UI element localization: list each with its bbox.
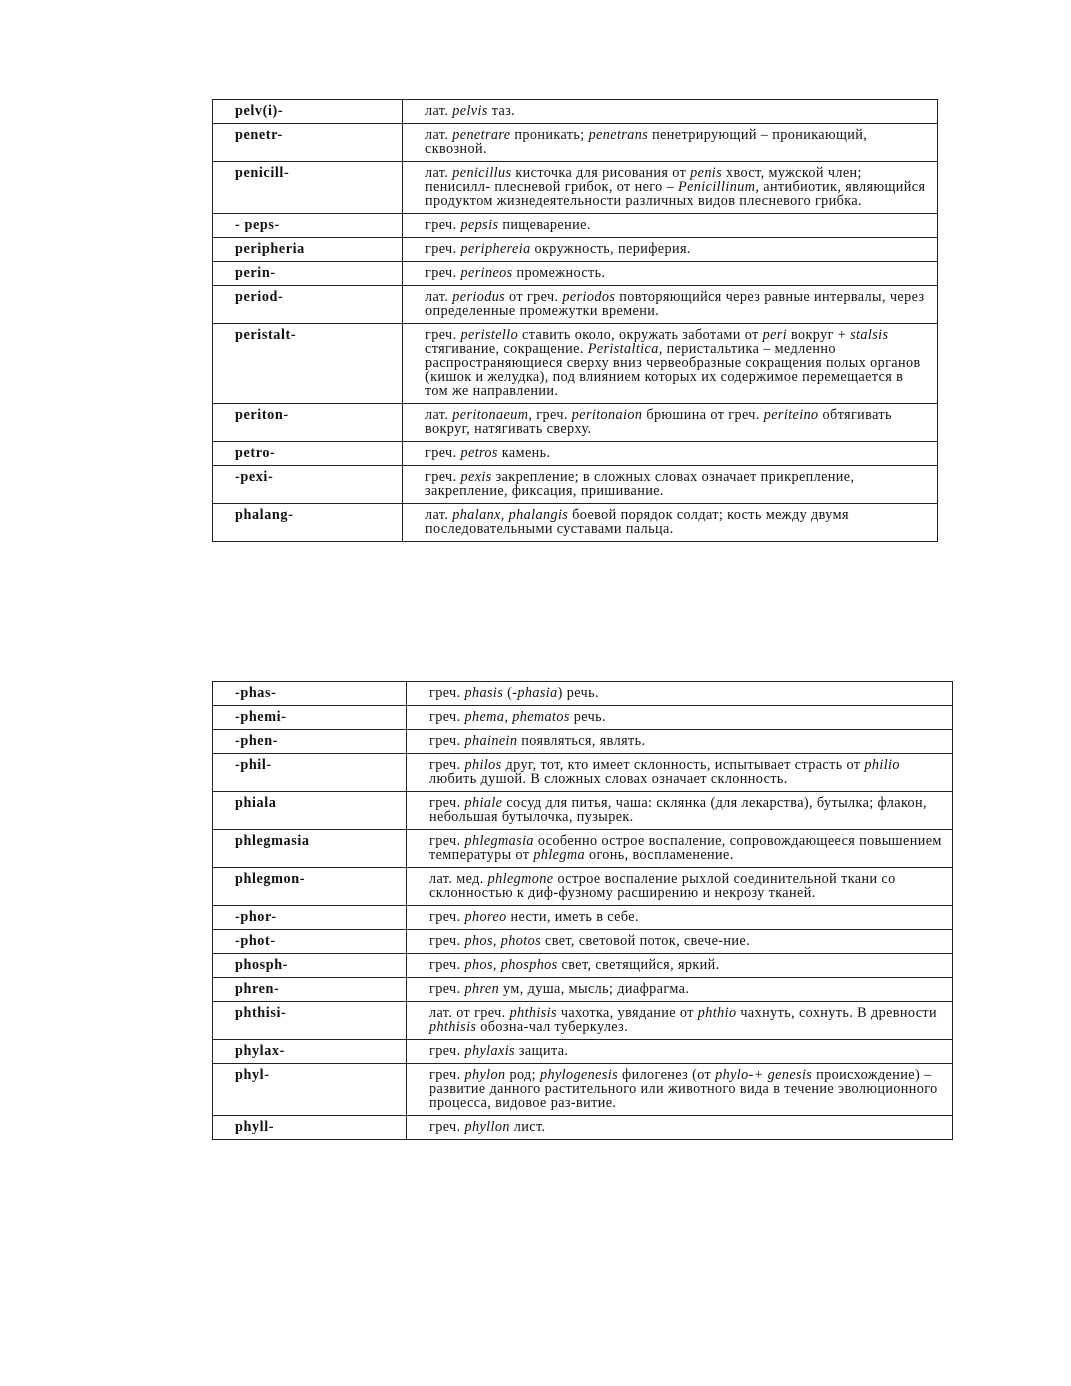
definition-text: лат. xyxy=(425,407,453,423)
definition-cell xyxy=(407,754,953,792)
glossary-row xyxy=(213,214,938,238)
definition-italic-term: pexis xyxy=(460,469,492,485)
definition-cell xyxy=(407,906,953,930)
definition-cell xyxy=(403,504,938,542)
definition-italic-term: phylo-+ genesis xyxy=(715,1067,813,1083)
definition-text: греч. xyxy=(429,909,465,925)
glossary-row xyxy=(213,706,953,730)
glossary-table-1-body xyxy=(213,100,938,542)
definition-text: сосуд для питья, чаша: склянка (для лекарства), бутылка; флакон, небольшая бутылочка, пузырек. xyxy=(429,795,927,825)
definition-italic-term: phylogenesis xyxy=(539,1067,619,1083)
definition-text: греч. xyxy=(429,733,465,749)
glossary-row xyxy=(213,1064,953,1116)
definition-cell xyxy=(403,238,938,262)
term-cell: -phor- xyxy=(213,906,407,930)
definition-italic-term: phos, phosphos xyxy=(464,957,558,973)
definition-italic-term: phren xyxy=(464,981,500,997)
definition-cell xyxy=(403,466,938,504)
definition-cell xyxy=(403,124,938,162)
definition-italic-term: penicillus xyxy=(452,165,512,181)
definition-text: греч. xyxy=(429,833,465,849)
definition-cell xyxy=(403,162,938,214)
definition-italic-term: phalanx, phalangis xyxy=(452,507,569,523)
definition-italic-term: phlegmasia xyxy=(464,833,534,849)
term-cell: peristalt- xyxy=(213,324,403,404)
term-cell: petro- xyxy=(213,442,403,466)
definition-text: брюшина от греч. xyxy=(642,407,764,423)
definition-italic-term: philos xyxy=(464,757,502,773)
definition-cell xyxy=(407,792,953,830)
definition-text: свет, светящийся, яркий. xyxy=(557,957,720,973)
definition-italic-term: pepsis xyxy=(460,217,499,233)
definition-text: речь. xyxy=(569,709,606,725)
definition-text: греч. xyxy=(425,265,461,281)
definition-italic-term: phiale xyxy=(464,795,503,811)
definition-text: греч. xyxy=(425,217,461,233)
term-cell: phlegmon- xyxy=(213,868,407,906)
definition-italic-term: peritonaeum xyxy=(452,407,529,423)
definition-text: друг, тот, кто имеет склонность, испытывает страсть от xyxy=(501,757,865,773)
definition-text: греч. xyxy=(429,981,465,997)
definition-italic-term: phlegma xyxy=(533,847,585,863)
definition-text: лат. xyxy=(425,103,453,119)
definition-italic-term: penetrans xyxy=(588,127,649,143)
term-cell: phren- xyxy=(213,978,407,1002)
definition-text: греч. xyxy=(429,1067,465,1083)
definition-italic-term: Penicillinum, xyxy=(678,179,760,195)
glossary-row xyxy=(213,1040,953,1064)
definition-cell xyxy=(403,214,938,238)
definition-italic-term: peritonaion xyxy=(571,407,643,423)
definition-italic-term: perineos xyxy=(460,265,513,281)
definition-text: острое воспаление рыхлой соединительной ткани со склонностью к диф-фузному расширению и некрозу тканей. xyxy=(429,871,896,901)
definition-italic-term: penetrare xyxy=(452,127,511,143)
term-cell: phyll- xyxy=(213,1116,407,1140)
definition-italic-term: phylaxis xyxy=(464,1043,515,1059)
definition-text: греч. xyxy=(425,327,461,343)
term-cell: penetr- xyxy=(213,124,403,162)
definition-italic-term: petros xyxy=(460,445,498,461)
term-cell: phylax- xyxy=(213,1040,407,1064)
definition-italic-term: peristello xyxy=(460,327,519,343)
glossary-row xyxy=(213,730,953,754)
definition-text: греч. xyxy=(429,1043,465,1059)
definition-text: чахотка, увядание от xyxy=(556,1005,698,1021)
definition-text: лат. от греч. xyxy=(429,1005,510,1021)
definition-italic-term: pelvis xyxy=(452,103,488,119)
definition-text: обозна-чал туберкулез. xyxy=(476,1019,629,1035)
definition-italic-term: phos, photos xyxy=(464,933,542,949)
definition-text: лат. xyxy=(425,507,453,523)
definition-cell xyxy=(403,324,938,404)
term-cell: phalang- xyxy=(213,504,403,542)
definition-text: ( xyxy=(503,685,513,701)
definition-cell xyxy=(407,682,953,706)
definition-text: филогенез (от xyxy=(618,1067,716,1083)
definition-text: от греч. xyxy=(505,289,563,305)
glossary-table-2 xyxy=(212,681,953,1140)
glossary-row xyxy=(213,324,938,404)
definition-italic-term: philio xyxy=(864,757,900,773)
glossary-row xyxy=(213,1116,953,1140)
definition-italic-term: phema, phematos xyxy=(464,709,570,725)
definition-text: обтягивать вокруг, натягивать сверху. xyxy=(425,407,892,437)
definition-text: промежность. xyxy=(512,265,606,281)
definition-text: греч. xyxy=(425,445,461,461)
term-cell: phiala xyxy=(213,792,407,830)
definition-text: род; xyxy=(505,1067,540,1083)
definition-text: нести, иметь в себе. xyxy=(506,909,639,925)
glossary-row xyxy=(213,906,953,930)
definition-text: греч. xyxy=(429,1119,465,1135)
definition-cell xyxy=(403,262,938,286)
term-cell: pelv(i)- xyxy=(213,100,403,124)
definition-text: лат. xyxy=(425,165,453,181)
term-cell: peripheria xyxy=(213,238,403,262)
glossary-row xyxy=(213,504,938,542)
definition-cell xyxy=(407,706,953,730)
term-cell: phthisi- xyxy=(213,1002,407,1040)
glossary-row xyxy=(213,262,938,286)
definition-text: греч. xyxy=(429,757,465,773)
term-cell: -phil- xyxy=(213,754,407,792)
definition-text: пищеварение. xyxy=(498,217,591,233)
definition-text: перистальтика – медленно распространяющиеся сверху вниз червеобразные сокращения полых органов (кишок и желудка), под влиянием которых их содержимое перемещается в том же направлении. xyxy=(425,341,921,399)
definition-text: ум, душа, мысль; диафрагма. xyxy=(499,981,690,997)
definition-cell xyxy=(403,404,938,442)
definition-italic-term: penis xyxy=(690,165,723,181)
definition-text: антибиотик, являющийся продуктом жизнедеятельности различных видов плесневого грибка. xyxy=(425,179,926,209)
definition-italic-term: periodos xyxy=(562,289,616,305)
definition-cell xyxy=(407,954,953,978)
glossary-table-1 xyxy=(212,99,938,542)
definition-text: любить душой. В сложных словах означает склонность. xyxy=(429,771,788,787)
definition-text: ставить около, окружать заботами от xyxy=(518,327,763,343)
definition-text: ) речь. xyxy=(557,685,599,701)
glossary-row xyxy=(213,954,953,978)
term-cell: periton- xyxy=(213,404,403,442)
definition-cell xyxy=(403,286,938,324)
definition-text: особенно острое воспаление, сопровождающееся повышением температуры от xyxy=(429,833,942,863)
definition-text: пенетрирующий – проникающий, сквозной. xyxy=(425,127,868,157)
definition-italic-term: phthisis xyxy=(429,1019,477,1035)
definition-italic-term: phlegmone xyxy=(487,871,554,887)
definition-text: кисточка для рисования от xyxy=(511,165,691,181)
definition-text: чахнуть, сохнуть. В древности xyxy=(736,1005,938,1021)
definition-text: греч. xyxy=(429,795,465,811)
definition-italic-term: periphereia xyxy=(460,241,531,257)
definition-text: закрепление; в сложных словах означает прикрепление, закрепление, фиксация, пришивание. xyxy=(425,469,855,499)
definition-italic-term: peri xyxy=(762,327,788,343)
term-cell: - peps- xyxy=(213,214,403,238)
glossary-row xyxy=(213,930,953,954)
definition-text: окружность, периферия. xyxy=(530,241,691,257)
definition-text: греч. xyxy=(425,241,461,257)
definition-cell xyxy=(407,1064,953,1116)
definition-text: лист. xyxy=(509,1119,546,1135)
glossary-row xyxy=(213,830,953,868)
definition-text: камень. xyxy=(497,445,551,461)
definition-text: защита. xyxy=(514,1043,569,1059)
definition-italic-term: phoreo xyxy=(464,909,507,925)
glossary-row xyxy=(213,286,938,324)
term-cell: -phen- xyxy=(213,730,407,754)
definition-text: свет, световой поток, свече-ние. xyxy=(541,933,751,949)
definition-text: вокруг + xyxy=(787,327,851,343)
definition-cell xyxy=(407,730,953,754)
definition-text: повторяющийся через равные интервалы, через определенные промежутки времени. xyxy=(425,289,925,319)
glossary-row xyxy=(213,754,953,792)
definition-italic-term: phthio xyxy=(697,1005,737,1021)
term-cell: perin- xyxy=(213,262,403,286)
glossary-row xyxy=(213,238,938,262)
term-cell: phosph- xyxy=(213,954,407,978)
glossary-row xyxy=(213,978,953,1002)
definition-italic-term: Peristaltica, xyxy=(587,341,663,357)
glossary-row xyxy=(213,442,938,466)
definition-text: огонь, воспламенение. xyxy=(585,847,734,863)
definition-cell xyxy=(407,868,953,906)
glossary-row xyxy=(213,466,938,504)
term-cell: phlegmasia xyxy=(213,830,407,868)
glossary-row xyxy=(213,682,953,706)
definition-text: греч. xyxy=(425,469,461,485)
definition-italic-term: -phasia xyxy=(512,685,558,701)
definition-text: лат. мед. xyxy=(429,871,488,887)
definition-cell xyxy=(407,830,953,868)
definition-text: происхождение) – развитие данного растительного или животного вида в течение эволюционного процесса, видовое раз-витие. xyxy=(429,1067,938,1111)
term-cell: penicill- xyxy=(213,162,403,214)
definition-italic-term: phyllon xyxy=(464,1119,510,1135)
definition-cell xyxy=(407,930,953,954)
definition-text: лат. xyxy=(425,127,453,143)
definition-text: греч. xyxy=(429,685,465,701)
definition-italic-term: phainein xyxy=(464,733,518,749)
term-cell: -phot- xyxy=(213,930,407,954)
glossary-row xyxy=(213,162,938,214)
definition-cell xyxy=(407,1116,953,1140)
definition-cell xyxy=(403,442,938,466)
definition-italic-term: phylon xyxy=(464,1067,506,1083)
definition-text: хвост, мужской член; пенисилл- плесневой грибок, от него – xyxy=(425,165,862,195)
definition-text: стягивание, сокращение. xyxy=(425,341,588,357)
definition-text: проникать; xyxy=(510,127,589,143)
definition-text: боевой порядок солдат; кость между двумя последовательными суставами пальца. xyxy=(425,507,849,537)
definition-italic-term: periodus xyxy=(452,289,506,305)
definition-text: греч. xyxy=(429,933,465,949)
definition-italic-term: phasis xyxy=(464,685,504,701)
definition-text: греч. xyxy=(429,957,465,973)
definition-cell xyxy=(407,1002,953,1040)
glossary-row xyxy=(213,868,953,906)
definition-cell xyxy=(407,1040,953,1064)
definition-italic-term: periteino xyxy=(763,407,819,423)
term-cell: -phas- xyxy=(213,682,407,706)
definition-text: появляться, являть. xyxy=(517,733,646,749)
definition-cell xyxy=(403,100,938,124)
definition-text: греч. xyxy=(429,709,465,725)
glossary-row xyxy=(213,404,938,442)
term-cell: period- xyxy=(213,286,403,324)
definition-text: таз. xyxy=(487,103,516,119)
glossary-row xyxy=(213,1002,953,1040)
glossary-row xyxy=(213,100,938,124)
glossary-row xyxy=(213,792,953,830)
glossary-row xyxy=(213,124,938,162)
term-cell: -phemi- xyxy=(213,706,407,730)
definition-cell xyxy=(407,978,953,1002)
definition-italic-term: phthisis xyxy=(509,1005,557,1021)
term-cell: -pexi- xyxy=(213,466,403,504)
term-cell: phyl- xyxy=(213,1064,407,1116)
definition-text: лат. xyxy=(425,289,453,305)
glossary-table-2-body xyxy=(213,682,953,1140)
definition-text: , греч. xyxy=(528,407,572,423)
definition-italic-term: stalsis xyxy=(850,327,889,343)
